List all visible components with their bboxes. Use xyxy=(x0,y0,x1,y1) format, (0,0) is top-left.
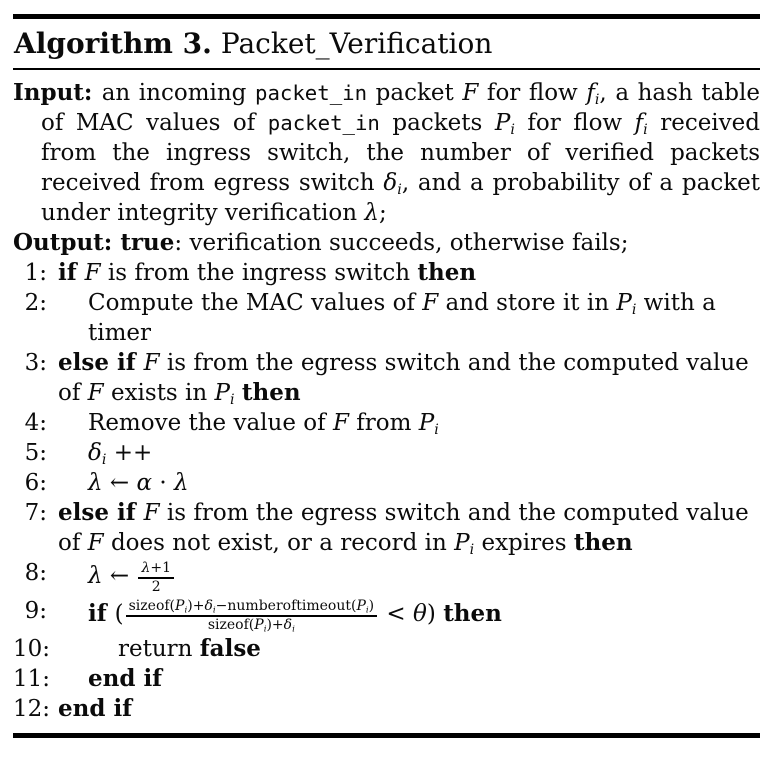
line-content xyxy=(58,694,760,724)
line-number: 4: xyxy=(24,410,47,436)
line-number: 11: xyxy=(13,666,51,692)
line-content xyxy=(58,558,760,596)
text-run: then xyxy=(443,600,502,627)
text-run: θ xyxy=(413,601,427,627)
text-run: P xyxy=(494,110,511,136)
text-run: an incoming xyxy=(101,80,255,106)
text-run: i xyxy=(212,605,216,616)
line-number: 10: xyxy=(13,636,51,662)
algorithm-lines xyxy=(13,258,760,724)
text-run: < xyxy=(379,601,414,627)
text-run: F xyxy=(143,350,160,376)
line-content xyxy=(58,408,760,438)
text-run: ← xyxy=(102,470,137,496)
output-line xyxy=(13,228,760,258)
text-run: i xyxy=(434,421,439,438)
text-run: P xyxy=(356,598,366,614)
line-content xyxy=(58,438,760,468)
fraction-numerator xyxy=(126,598,378,617)
text-run: then xyxy=(241,379,301,406)
text-run: with a timer xyxy=(88,290,716,346)
text-run: i xyxy=(469,541,475,558)
text-run: P xyxy=(454,530,470,556)
text-run: i xyxy=(184,605,188,616)
text-run: for flow xyxy=(514,110,635,136)
line-number: 1: xyxy=(24,260,47,286)
text-run: i xyxy=(263,624,267,635)
text-run: return xyxy=(118,636,200,662)
text-run: P xyxy=(616,290,632,316)
fraction xyxy=(138,560,174,596)
text-run: P xyxy=(254,617,264,633)
text-run: , a hash table of MAC values of xyxy=(41,80,760,136)
text-run: ++ xyxy=(106,440,153,466)
text-run: then xyxy=(573,529,633,556)
line-number: 3: xyxy=(24,350,47,376)
text-run: F xyxy=(462,80,479,106)
text-run: δ xyxy=(283,617,293,633)
text-run: ( xyxy=(114,601,124,627)
line-content xyxy=(58,498,760,558)
text-run: is from the egress switch and the computed value of xyxy=(58,350,749,406)
text-run: F xyxy=(87,530,104,556)
text-run: ) xyxy=(368,598,375,614)
text-run: α xyxy=(136,470,153,496)
text-run: sizeof( xyxy=(207,617,255,633)
line-number: 7: xyxy=(24,500,47,526)
text-run: Remove the value of xyxy=(88,410,333,436)
text-run: P xyxy=(214,380,231,406)
text-run: i xyxy=(101,451,107,468)
text-run: δ xyxy=(88,440,102,466)
text-run: δ xyxy=(383,170,398,196)
fraction xyxy=(126,598,378,634)
line-number: 8: xyxy=(24,560,47,586)
text-run: λ xyxy=(141,560,151,576)
input-paragraph xyxy=(13,78,760,228)
text-run: exists in xyxy=(103,380,215,406)
line-content xyxy=(58,468,760,498)
text-run: is from the ingress switch xyxy=(100,260,418,286)
algorithm-line xyxy=(13,596,760,634)
text-run: Compute the MAC values of xyxy=(88,290,423,316)
text-run: expires xyxy=(474,530,574,556)
text-run: if xyxy=(88,600,115,627)
text-run: else if xyxy=(58,349,144,376)
text-run: received from the ingress switch, the number of verified packets received from egress switch xyxy=(41,110,760,196)
text-run: Input: xyxy=(13,79,102,106)
algorithm-heading xyxy=(13,19,760,68)
text-run: ) xyxy=(426,601,444,627)
text-run: F xyxy=(143,500,160,526)
text-run: )+ xyxy=(266,617,284,633)
text-run xyxy=(235,380,242,406)
text-run: P xyxy=(418,410,435,436)
line-content xyxy=(58,634,760,664)
text-run: Output: xyxy=(13,229,121,256)
text-run: λ xyxy=(364,200,379,226)
text-run: · xyxy=(152,470,174,496)
text-run: if xyxy=(58,259,85,286)
text-run: i xyxy=(397,181,402,198)
algorithm-line xyxy=(13,468,760,498)
text-run: packet_in xyxy=(267,111,380,135)
line-content xyxy=(58,348,760,408)
text-run: F xyxy=(422,290,439,316)
bottom-rule xyxy=(13,733,760,738)
algorithm-line xyxy=(13,348,760,408)
text-run: from xyxy=(348,410,419,436)
text-run: then xyxy=(417,259,477,286)
algorithm-line xyxy=(13,634,760,664)
line-number: 12: xyxy=(13,696,51,722)
text-run: end if xyxy=(88,665,163,692)
text-run: i xyxy=(365,605,369,616)
text-run: )+ xyxy=(187,598,205,614)
text-run: , and a probability of a packet under integrity verification xyxy=(41,170,760,226)
line-content xyxy=(58,664,760,694)
text-run: i xyxy=(292,624,295,635)
text-run: δ xyxy=(204,598,213,614)
line-content xyxy=(58,258,760,288)
text-run: P xyxy=(175,598,185,614)
text-run: for flow xyxy=(478,80,587,106)
text-run: i xyxy=(230,391,235,408)
algorithm-line xyxy=(13,558,760,596)
text-run: i xyxy=(510,121,515,138)
text-run: else if xyxy=(58,499,144,526)
line-number: 9: xyxy=(24,598,47,624)
text-run: ; xyxy=(378,200,387,226)
text-run: and store it in xyxy=(438,290,617,316)
text-run: F xyxy=(84,260,101,286)
text-run: sizeof( xyxy=(128,598,176,614)
algorithm-line xyxy=(13,288,760,348)
text-run: λ xyxy=(173,470,189,496)
algorithm-line xyxy=(13,408,760,438)
text-run: ← xyxy=(102,563,137,589)
text-run: +1 xyxy=(150,560,171,576)
text-run: i xyxy=(643,121,648,138)
fraction-denominator xyxy=(126,617,378,634)
text-run: packet xyxy=(367,80,463,106)
algorithm-number-label: Algorithm 3. xyxy=(14,27,212,60)
line-content xyxy=(58,596,760,634)
text-run: F xyxy=(332,410,349,436)
text-run: packets xyxy=(379,110,495,136)
line-number: 6: xyxy=(24,470,47,496)
algorithm-title: Packet_Verification xyxy=(220,27,493,60)
text-run: does not exist, or a record in xyxy=(103,530,455,556)
fraction-denominator xyxy=(138,579,174,596)
text-run: F xyxy=(87,380,104,406)
text-run: λ xyxy=(88,563,103,589)
text-run: λ xyxy=(88,470,103,496)
text-run: end if xyxy=(58,695,133,722)
algorithm-line xyxy=(13,694,760,724)
text-run: i xyxy=(594,91,600,108)
line-number: 2: xyxy=(24,290,47,316)
text-run: packet_in xyxy=(254,81,368,105)
algorithm-line xyxy=(13,438,760,468)
text-run: : verification succeeds, otherwise fails; xyxy=(174,230,629,256)
text-run: 2 xyxy=(151,579,161,595)
algorithm-line xyxy=(13,258,760,288)
algorithm-line xyxy=(13,664,760,694)
text-run: i xyxy=(631,301,637,318)
text-run: f xyxy=(586,80,595,106)
text-run: true xyxy=(120,229,175,256)
text-run: false xyxy=(199,635,261,662)
text-run: −numberoftimeout( xyxy=(215,598,357,614)
algorithm-body xyxy=(13,70,760,724)
algorithm-line xyxy=(13,498,760,558)
line-content xyxy=(58,288,760,348)
text-run: f xyxy=(634,110,644,136)
fraction-numerator xyxy=(138,560,174,579)
text-run: is from the egress switch and the computed value of xyxy=(58,500,749,556)
line-number: 5: xyxy=(24,440,47,466)
